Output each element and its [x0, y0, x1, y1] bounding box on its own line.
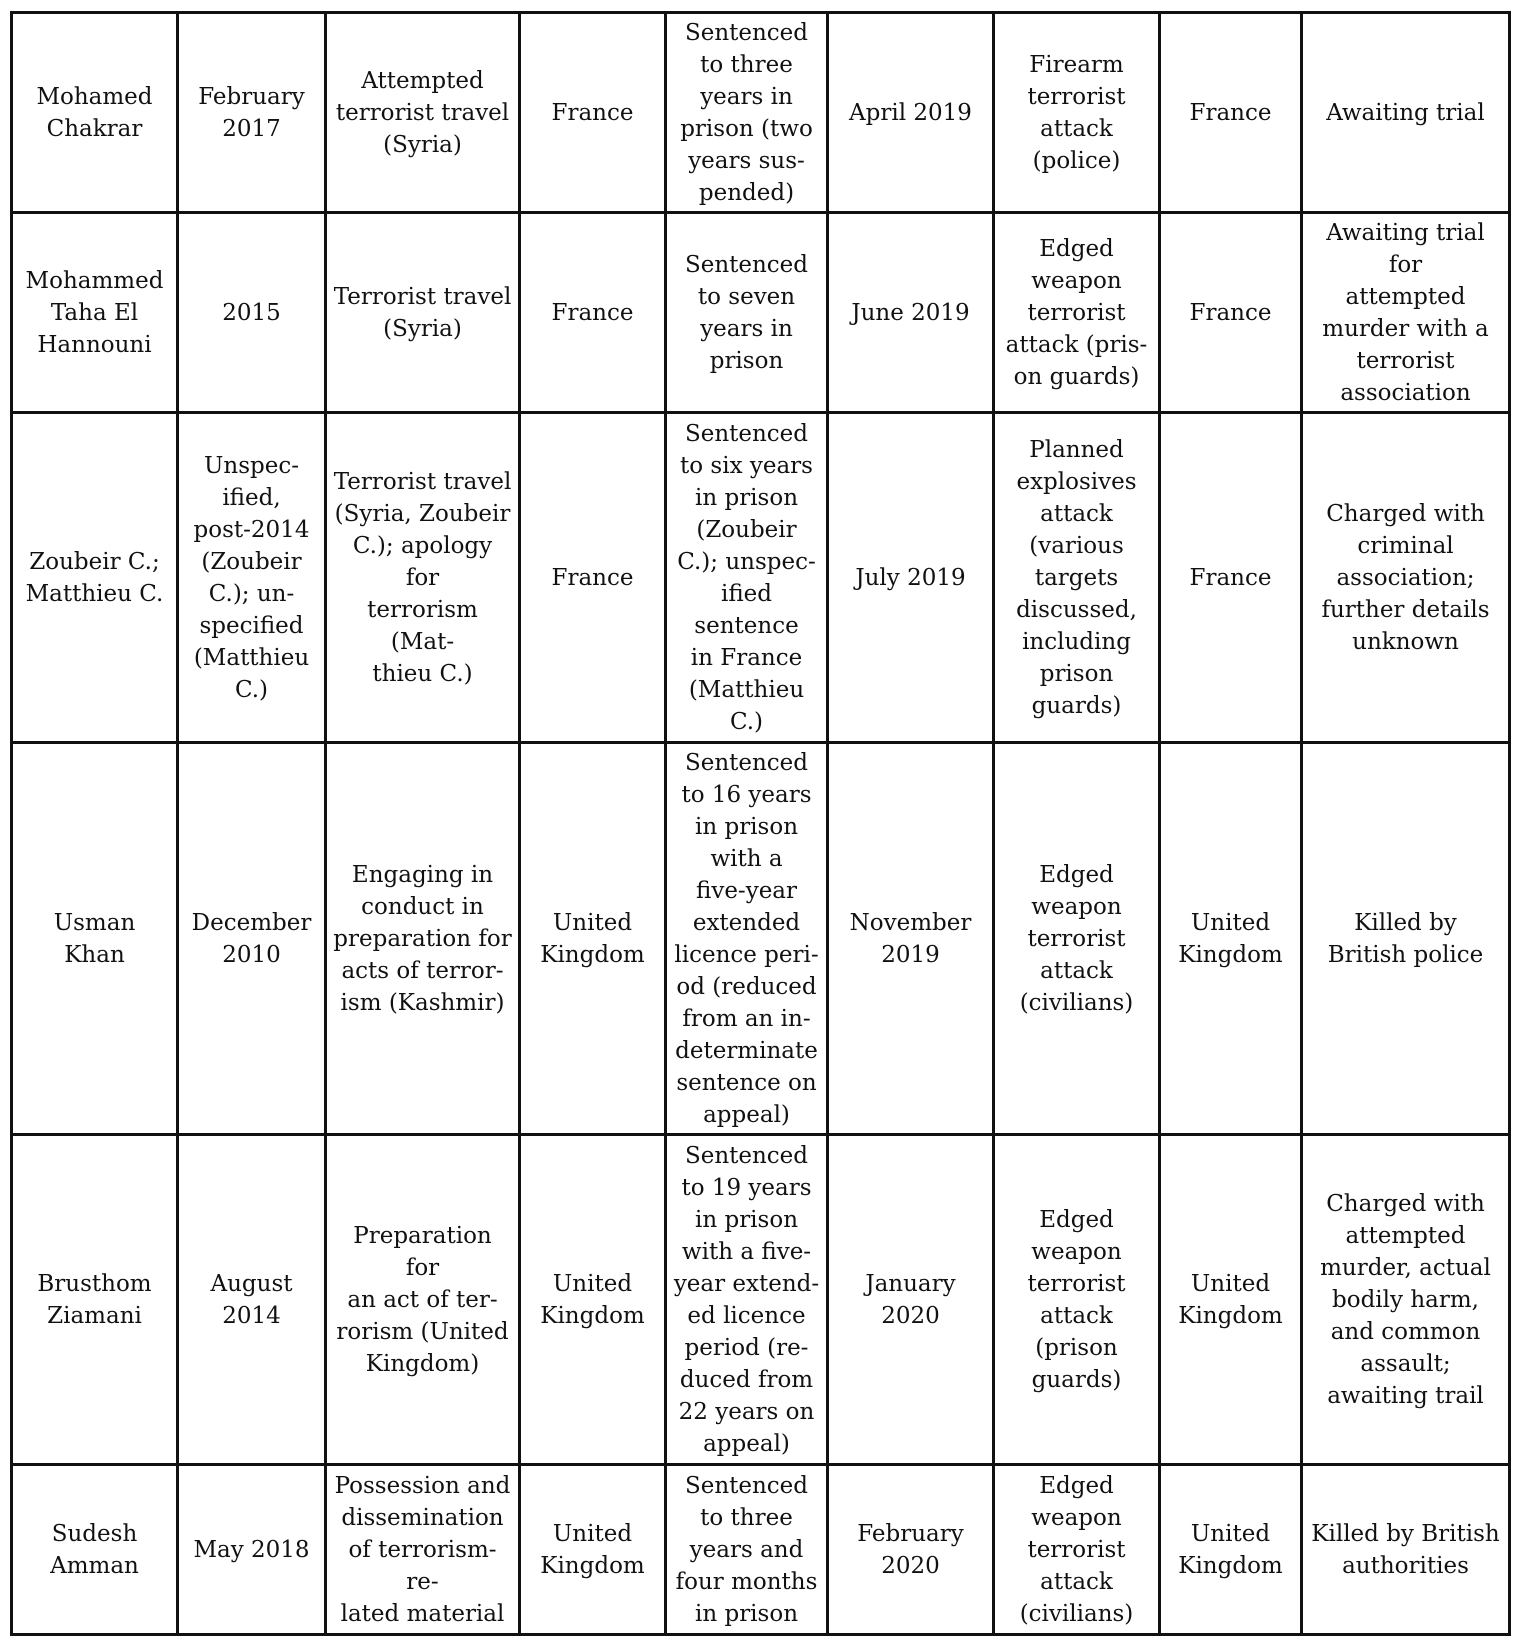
attack-date-cell: April 2019: [828, 13, 994, 213]
sentence-cell: Sentenced to 19 years in prison with a five- year extend- ed licence period (re- duced from 22 years on appeal): [666, 1135, 828, 1465]
offense-cell: Possession and dissemination of terrorism-re- lated material: [326, 1465, 520, 1635]
attack-date-cell: July 2019: [828, 413, 994, 743]
attack-type-cell: Edged weapon terrorist attack (prison guards): [994, 1135, 1160, 1465]
attack-country-cell: United Kingdom: [1160, 1135, 1302, 1465]
name-cell: Mohammed Taha El Hannouni: [12, 213, 178, 413]
attack-type-cell: Edged weapon terrorist attack (civilians): [994, 1465, 1160, 1635]
offense-cell: Preparation for an act of ter- rorism (United Kingdom): [326, 1135, 520, 1465]
name-cell: Sudesh Amman: [12, 1465, 178, 1635]
attack-type-cell: Planned explosives attack (various targets discussed, including prison guards): [994, 413, 1160, 743]
date-cell: August 2014: [178, 1135, 326, 1465]
attack-type-cell: Edged weapon terrorist attack (pris- on guards): [994, 213, 1160, 413]
table-row: [12, 1135, 1510, 1465]
table-row: [12, 413, 1510, 743]
sentence-cell: Sentenced to three years in prison (two years sus- pended): [666, 13, 828, 213]
attack-country-cell: United Kingdom: [1160, 1465, 1302, 1635]
date-cell: Unspec- ified, post-2014 (Zoubeir C.); un- specified (Matthieu C.): [178, 413, 326, 743]
table-row: [12, 213, 1510, 413]
country-cell: United Kingdom: [520, 1135, 666, 1465]
outcome-cell: Awaiting trial: [1302, 13, 1510, 213]
attack-country-cell: United Kingdom: [1160, 743, 1302, 1135]
attack-date-cell: February 2020: [828, 1465, 994, 1635]
offense-cell: Engaging in conduct in preparation for acts of terror- ism (Kashmir): [326, 743, 520, 1135]
outcome-cell: Awaiting trial for attempted murder with a terrorist association: [1302, 213, 1510, 413]
attack-country-cell: France: [1160, 213, 1302, 413]
country-cell: France: [520, 413, 666, 743]
date-cell: February 2017: [178, 13, 326, 213]
attack-type-cell: Firearm terrorist attack (police): [994, 13, 1160, 213]
outcome-cell: Killed by British authorities: [1302, 1465, 1510, 1635]
sentence-cell: Sentenced to 16 years in prison with a five-year extended licence peri- od (reduced from an in- determinate sentence on appeal): [666, 743, 828, 1135]
country-cell: United Kingdom: [520, 1465, 666, 1635]
table-row: [12, 13, 1510, 213]
table-row: [12, 1465, 1510, 1635]
name-cell: Usman Khan: [12, 743, 178, 1135]
attack-date-cell: November 2019: [828, 743, 994, 1135]
sentence-cell: Sentenced to seven years in prison: [666, 213, 828, 413]
outcome-cell: Charged with attempted murder, actual bodily harm, and common assault; awaiting trail: [1302, 1135, 1510, 1465]
attack-type-cell: Edged weapon terrorist attack (civilians): [994, 743, 1160, 1135]
attack-country-cell: France: [1160, 13, 1302, 213]
table-row: [12, 743, 1510, 1135]
name-cell: Brusthom Ziamani: [12, 1135, 178, 1465]
date-cell: December 2010: [178, 743, 326, 1135]
attack-date-cell: January 2020: [828, 1135, 994, 1465]
offense-cell: Terrorist travel (Syria): [326, 213, 520, 413]
sentence-cell: Sentenced to six years in prison (Zoubeir C.); unspec- ified sentence in France (Matthieu C.): [666, 413, 828, 743]
offense-cell: Terrorist travel (Syria, Zoubeir C.); apology for terrorism (Mat- thieu C.): [326, 413, 520, 743]
country-cell: United Kingdom: [520, 743, 666, 1135]
attack-date-cell: June 2019: [828, 213, 994, 413]
date-cell: May 2018: [178, 1465, 326, 1635]
country-cell: France: [520, 213, 666, 413]
offense-cell: Attempted terrorist travel (Syria): [326, 13, 520, 213]
attack-country-cell: France: [1160, 413, 1302, 743]
country-cell: France: [520, 13, 666, 213]
outcome-cell: Killed by British police: [1302, 743, 1510, 1135]
name-cell: Zoubeir C.; Matthieu C.: [12, 413, 178, 743]
sentence-cell: Sentenced to three years and four months in prison: [666, 1465, 828, 1635]
outcome-cell: Charged with criminal association; further details unknown: [1302, 413, 1510, 743]
cases-table: [10, 11, 1511, 1636]
date-cell: 2015: [178, 213, 326, 413]
name-cell: Mohamed Chakrar: [12, 13, 178, 213]
